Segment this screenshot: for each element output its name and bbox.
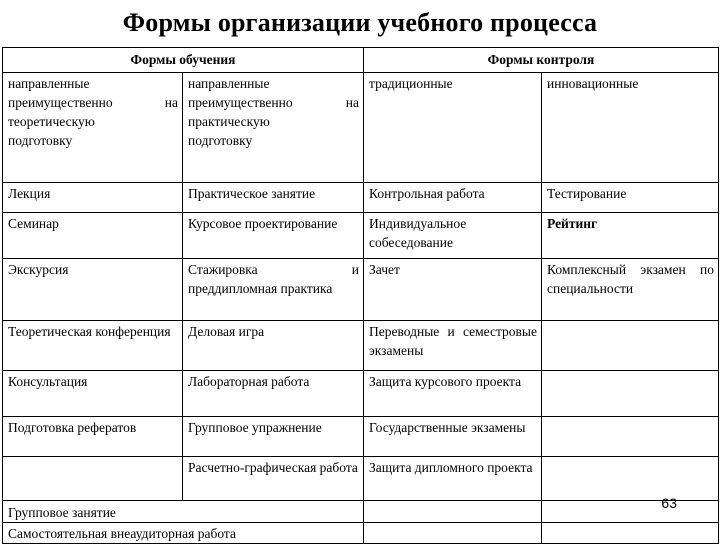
theory-cell: Подготовка рефератов — [3, 417, 183, 457]
innovative-cell — [542, 371, 719, 417]
traditional-cell: Зачет — [364, 259, 542, 321]
practice-cell: Стажировка и преддипломная практика — [183, 259, 364, 321]
innovative-cell — [542, 321, 719, 371]
traditional-cell: Защита дипломного проекта — [364, 457, 542, 501]
practice-cell: Деловая игра — [183, 321, 364, 371]
innovative-cell: Комплексный экзамен по специальности — [542, 259, 719, 321]
table-row — [3, 371, 719, 417]
theory-cell — [3, 457, 183, 501]
empty-cell — [364, 523, 542, 544]
practical-line-1: направленные — [188, 76, 270, 91]
practical-line-2: преимущественно на — [188, 95, 359, 110]
theoretical-line-2: преимущественно на — [8, 95, 178, 110]
table-row — [3, 259, 719, 321]
empty-cell — [364, 501, 542, 523]
innovative-cell: Тестирование — [542, 183, 719, 213]
table-row — [3, 501, 719, 523]
table-row — [3, 321, 719, 371]
group-lesson-cell: Групповое занятие — [3, 501, 364, 523]
subheader-row — [3, 73, 719, 183]
traditional-cell: Государственные экзамены — [364, 417, 542, 457]
innovative-cell — [542, 417, 719, 457]
innovative-cell: Рейтинг — [542, 213, 719, 259]
table-row — [3, 417, 719, 457]
practice-cell: Курсовое проектирование — [183, 213, 364, 259]
traditional-cell: Контрольная работа — [364, 183, 542, 213]
innovative-subheader: инновационные — [542, 73, 719, 183]
theoretical-line-4: подготовку — [8, 133, 73, 148]
innovative-cell — [542, 457, 719, 501]
theoretical-subheader — [3, 73, 183, 183]
traditional-cell: Переводные и семестровые экзамены — [364, 321, 542, 371]
table-row — [3, 457, 719, 501]
traditional-cell: Индивидуальное собеседование — [364, 213, 542, 259]
learning-forms-header: Формы обучения — [3, 48, 364, 73]
organization-forms-table — [2, 47, 719, 544]
theory-cell: Экскурсия — [3, 259, 183, 321]
traditional-subheader: традиционные — [364, 73, 542, 183]
practice-cell: Практическое занятие — [183, 183, 364, 213]
empty-cell — [542, 501, 719, 523]
header-row — [3, 48, 719, 73]
control-forms-header: Формы контроля — [364, 48, 719, 73]
theory-cell: Консультация — [3, 371, 183, 417]
practical-line-3: практическую — [188, 114, 270, 129]
independent-work-cell: Самостоятельная внеаудиторная работа — [3, 523, 364, 544]
table-row — [3, 523, 719, 544]
practice-cell: Расчетно-графическая работа — [183, 457, 364, 501]
practice-cell: Лабораторная работа — [183, 371, 364, 417]
theory-cell: Лекция — [3, 183, 183, 213]
page-title: Формы организации учебного процесса — [122, 8, 598, 37]
practical-line-4: подготовку — [188, 133, 253, 148]
practice-cell: Групповое упражнение — [183, 417, 364, 457]
theory-cell: Теоретическая конференция — [3, 321, 183, 371]
theoretical-line-1: направленные — [8, 76, 90, 91]
table-row — [3, 213, 719, 259]
empty-cell — [542, 523, 719, 544]
theory-cell: Семинар — [3, 213, 183, 259]
traditional-cell: Защита курсового проекта — [364, 371, 542, 417]
page-number: 63 — [661, 495, 677, 511]
table-row — [3, 183, 719, 213]
theoretical-line-3: теоретическую — [8, 114, 95, 129]
practical-subheader — [183, 73, 364, 183]
